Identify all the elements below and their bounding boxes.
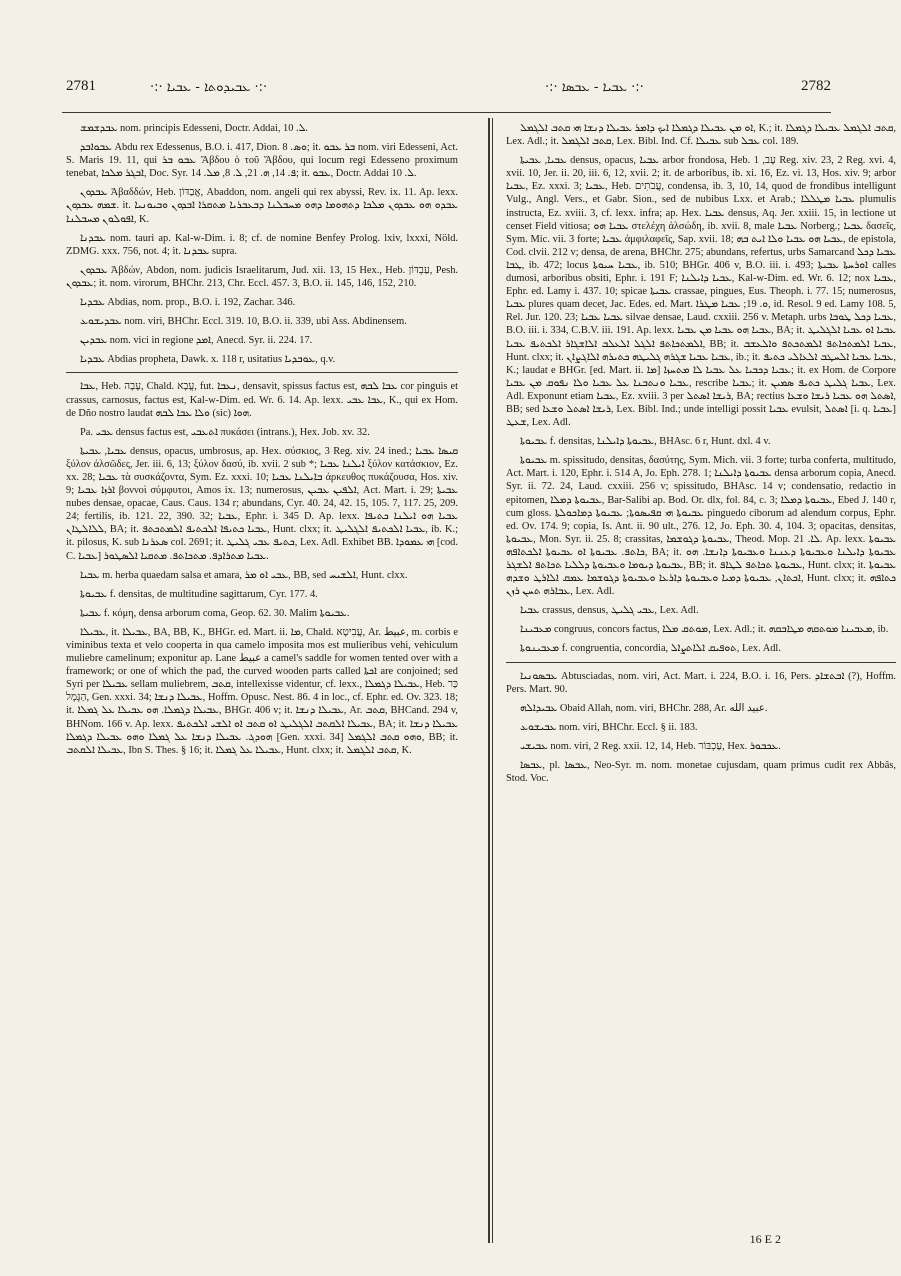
dictionary-entry: ܡܥܒܝܢܘܬܐ f. congruentia, concordia, ܬܘܦܝܩ ܐܠܐܬܨܐܠ, Lex. Adl.: [520, 643, 781, 655]
dictionary-entry: ܥܒܕܝܐ Abdias, nom. prop., B.O. i. 192, Zachar. 346.: [80, 297, 296, 309]
dictionary-entry: Pa. ܥܒܝ densus factus est, ܐܬܥܒܝ πυκάσει (intrans.), Hex. Job. xv. 32.: [80, 426, 370, 438]
dictionary-entry: ܥܒܐ, Heb. עָבָה, Chald. עֲבָא, fut. ܢܥܒܐ, densavit, spissus factus est, ܥܒܐ ܠܒܗ cor pinguis et crassus, carnosus, factus est, Kal-w-Dim. ed. Wr. 6. 14. Ap. lexx. ܥܒܐ ܥܒܝ, K., qui ex Hom. de Dño nostro laudat ܘܠܐ ܥܒܐ ܠܒܗ (sic) ܗܘܐ.: [66, 381, 458, 419]
dictionary-entry: ܥܒܝܫܘܥ nom. viri, BHChr. Eccl. § ii. 183.: [520, 721, 698, 733]
column-divider-inner: [492, 118, 493, 1243]
dictionary-entry: ܥܒܝܫܝ nom. viri, 2 Reg. xxii. 12, 14, Heb. עַכְבּוֹר, Hex. ܥܟܒܘܪ.: [520, 740, 781, 752]
dictionary-entry: ܥܒܝܬܐ f. κόμη, densa arborum coma, Geop. 62. 30. Malim ܥܒܝܘܬܐ.: [80, 607, 350, 619]
dictionary-entry: ܥܒܕܢܐ nom. tauri ap. Kal-w-Dim. i. 8; cf. de nomine Benfey Prolog. lxiv, lxxxi, Nöld. ZDMG. xxx. 756, not. 4; it. ܥܒܕܢܐ supra.: [66, 232, 458, 257]
dictionary-entry: ܥܒܕܫܡܫ nom. principis Edesseni, Doctr. Addai, ܠ. 10.: [80, 123, 308, 134]
dictionary-entry: ܐܘ ܡܢ ܥܒܝܠܐ ܕܓܡܠܐ ܐܝܟ ܕܐܡܪ ܥܒܝܠܐ ܕܢܫܐ ܗܝ ܩܬܒ ܐܠܓܡܠ, K.; it. ܩܬܒ ܐܠܓܡܠ ܥܒܝܠܐ ܕܓܡܠܐ, Lex. Adl.; it. ܩܬܒ ܐܠܓܡܠ, Lex. Bibl. Ind. Cf. ܥܒܝܠܐ sub ܥܒܠ col. 189.: [506, 123, 896, 148]
dictionary-entry: ܥܒܣܐ, pl. ܥܒܣܐ, Neo-Syr. m. nom. monetae cujusdam, quam primus cudit rex Abbâs, Stod. Voc.: [506, 760, 896, 785]
dictionary-entry: ܥܒܝܠܐ, it. ܥܒܝܠܐ, BA, BB, K., BHGr. ed. Mart. ii. ܡܐ, Chald. עֲבִיטָא, Ar. عبيط, m. corbis e viminibus texta et velo cooperta in qua camelo imposita mos est mulieribus vehi, vehiculum muliebre camelinum; exponitur ap. Lane عبيط a camel's saddle for women tented over with a framework; or one of which the pad, the curved wooden parts called ܐܟܬܐ are conjoined; sed Syri per ܥܒܝܠܐ sellam muliebrem, ܩܬܒ, intellexisse videntur, cf. lexx., ܥܒܝܠܐ ܕܓܡܠܐ, Heb. כַּר הַגָּמָל, Gen. xxxi. 34; ܥܒܝܠܐ ܕܢܫܐ, Hoffm. Opusc. Nest. 86. 4 in loc., cf. Ephr. ed. Ov. 323. 18; it. ܥܒܝܠܐ ܕܓܡܠܐ. ܗܘ ܥܒܝܠܐ ܥܠ ܓܡܠܐ, BHGr. 406 v; it. ܥܒܝܠܐ ܕܢܫܐ, Ar. ܩܬܒ, BHCand. 294 v, BHNom. 166 v. Ap. lexx. ܥܒܝܠܐ ܐܠܩܬܒ ܐܠܓܠܝܛ ܐܘ ܩܬܒ ܐܘ ܐܠܫܝ ܐܠܟܬܝܦ, BA; it. ܥܒܝܠܐ ܕܢܫܐ ܗܘܕܓ. ܥܒܝܠܐ ܕܢܫܐ ܥܠ ܓܡܠܐ ܘܗܘ ܥܒܝܠܐ ܕܓܡܠܐ [Gen. xxxi. 34] ܘܗܘ ܩܬܒ ܐܠܓܡܠ, BB; it. ܥܒܝܠܐ ܐܠܩܬܒ, Ibn S. Thes. § 16; it. ܥܒܝܠܐ ܥܠ ܓܡܠܐ, Hunt. clxx; it. ܩܬܒ ܐܠܓܡܠ, K.: [66, 626, 458, 756]
running-head-left: ·:· ܥܒܝܕܘܬܐ - ܥܒܝܐ ·:·: [150, 80, 268, 95]
dictionary-entry: ܥܒܣܘܢܝܐ Abtusciadas, nom. viri, Act. Mart. i. 224, B.O. i. 16, Pers. ܐܒܬܫܐܕ (?), Hoffm. Pers. Mart. 90.: [506, 670, 896, 695]
dictionary-entry: ܥܒܕܘܢ Ἀβδών, Abdon, nom. judicis Israelitarum, Jud. xii. 13, 15 Hex., Heb. עַבְדּוֹן, Pesh. ܥܒܕܘܢ; it. nom. virorum, BHChr. 213, Chr. Eccl. 457. 3, B.O. ii. 145, 146, 152, 210.: [66, 264, 458, 289]
dictionary-entry: ܥܒܝܐ, ܥܒܝܬܐ densus, opacus, umbrosus, ap. Hex. σύσκιος, 3 Reg. xiv. 24 ined.; ܩܝܣܐ ܥܒܝܐ ξύλον ἀλσῶδες, Jer. iii. 6, 13; ξύλον δασύ, ib. xvii. 2 sub *; ܐܝܠܢܐ ܥܒܝܐ ξύλον κατάσκιον, Ez. xx. 28; ܥܒܝܐ τὰ συσκάζοντα, Sym. Ez. xxxi. 10; ܒܐܝܠܢܐ ܥܒܝܐ ἀρκευθος πυκάζουσα, Hos. xiv. 9; ܐܪܙܐ ܥܒܝܐ βοννοὶ σύμφυτοι, Amos ix. 13; numerosus, ܐܠܦܝܢ ܥܒܝܢ, Act. Mart. i. 29; ܥܒܝܬܐ nubes densae, opacae, Caus. Caus. 134 r; abundans, Cyr. 40. 24, 42. 15, 105. 7, 117. 25, 209. 24; fertilis, ib. 121. 22, 390. 32; ܥܒܝܐ, Ephr. i. 345 D. Ap. lexx. ܥܒܝܐ ܗܘ ܐܝܠܢܐ ܟܬܝܦܐ ܠܠܐܠܛܐܢ, BA; it. ܥܒܝܐ ܟܬܝܦܐ ܐܠܟܬܝܦ ܐܠܡܬܟܬܦ, Hunt. clxx; it. ܥܒܝܐ ܐܠܟܬܝܦ ܐܠܓܠܝܛ, ib. K.; it. pilosus, K. sub ܣܥܪܢܐ col. 2691; it. ܟܬܝܦ ܥܒܝ ܓܠܝܛ, Lex. Adl. Exhibet BB. ܗܝ ܥܡܘܕܐ [cod. C. ܥܒܝܐ] ܥܒܝܐ ܡܬܪܐܕܦ. ܡܬܟܐܬܦ. ܡܬܩܝܐ ܐܠܣܛܘܪ.: [66, 445, 458, 562]
dictionary-entry: ܥܒܝܐ, ܥܒܝܬܐ densus, opacus, ܥܒܝܐ arbor frondosa, Heb. עָב, 1 Reg. xiv. 23, 2 Reg. xvi. 4, xvii. 10, Jer. ii. 20, iii. 6, 12, xvii. 2; it. de arboribus, ib. xi. 16, Ez. vi. 13, Hos. xiv. 9; arbor ܥܒܝܐ, Ez. xxxi. 3; ܥܒܝܐ, Heb. עֲבֹתִים, condensa, ib. 3, 10, 14, quod de frondibus intelligunt Vulg., Angl. Vers., et Gabr. Sion., sed de nubibus Lxx. et Arab.; ܥܒܝܐ ܡܛܠܠܐ plumulis instructa, Ez. xviii. 3, cf. lexx. infra; ap. Hex. ܥܒܝܐ densus, Aq. Jer. xxiii. 15, in lectione ut censet Field vitiosa; ܥܒܝܐ ܗܘ στελέχη ἀλσώδη, ib. xvii. 8, male ܥܒܝܐ Norberg.; ܥܒܝܐ δασεῖς, Sym. Mic. vii. 3 forte; ܥܒܝܐ ἀμφιλαφεῖς, Sap. xvii. 18; ܥܒܝܐ ܗܘ ܥܒܝܐ ܘܠܐ ܐܝܬ ܒܗ, de epistola, Cod. clvii. 212 v; densa, de arena, BHChr. 275; abundans, refertus, urbs Samarcand ܥܒܝܐ ܕܟܠ ܛܒܐ, ib. 472; locus ܥܒܝܐ ܚܝܘܬܐ, ib. 510; BHGr. 406 v, B.O. iii. i. 493; ܐܘܪܚܬܐ ܥܒܝܬܐ calles dumosi, arboribus obsiti, Ephr. i. 191 F; ܥܒܝܐ ܕܐܝܠܢܐ, Kal-w-Dim. ed. Wr. 6. 12; nox ܥܒܝܐ, Ephr. ed. Lamy i. 437. 10; spicae ܥܒܝܬܐ crassae, pingues, Eus. Theoph. i. 77. 15; numerosus, ܥܒܝܐ plures quam decet, Jac. Edes. ed. Mart. ܘ. 19; ܥܒܝܐ ܡܛܪܐ, id. Resol. 9 ed. Lamy 108. 5, Rel. Jur. 120. 23; ܥܒܝܐ ܥܒܝܐ silvae densae, Laud. cxxiii. 256 v. Metaph. urbs ܥܒܝܐ ܕܟܠ ܛܘܒܐ, B.O. iii. i. 334, C.B.V. iii. 191. Ap. lexx. ܥܒܝܐ ܗܘ ܥܒܝܐ ܡܢ ܥܒܝܐ, BA; it. ܥܒܝܐ ܐܘ ܥܒܝܐ ܐܠܓܠܝܛ ܐܠܡܬܟܐܬܦ ܐܠܓܠ ܐܠܥܠܒ ܐܠܐܫܓܐܪ ܐܠܟܬܝܦ ܥܒܝܐ, BB; it. ܥܒܝܐ ܐܠܡܬܟܐܬܦ ܐܠܡܬܟܬܦ ܘܐܠܥܫܒ, Hunt. clxx; it. ܥܒܝܐ ܥܒܝܐ ܫܓܪܗ ܓܠܝܛܗ ܟܬܝܪܗ ܐܠܐܓܨܐܢ, ib.; it. ܥܒܝܐ ܥܒܝܐ ܐܠܚܛܒ ܐܠܥܐܠܝ ܟܬܝܦ, K.; laudat e BHGr. [ed. Mart. ii. ܡܐ] ܥܒܝܐ ܕܟܒܝܐ ܥܠ ܥܒܝܐ ܠܐ ܡܬܚܙܐ; it. ex Hom. de Corpore ܥܒܝܐ ܘܢܬܒܢܐ ܥܠ ܥܒܝܐ ܘܠܐ ܢܦܘܩ ܡܢ ܥܒܝܐ, rescribe ܥܒܝܐ; it. ܥܒܝܐ ܓܠܝܛ ܟܬܝܦ ܣܡܝܢ, Lex. Adl. Exponunt etiam ܥܒܝܐ, Ez. xviii. 3 per ܪܝܫܐ ܐܣܬܠ, BA; rectius ܐܣܬܠ ܗܘ ܥܒܝܐ ܪܝܫܐ ܘܫܥܐ, BB; sed ܪܝܫܐ ܐܣܬܠ ܘܫܥܐ, Lex. Bibl. Ind.; unde intelligi possit ܥܒܝܐ evulsit, ܐܣܬܠ [i. q. ܥܒܝܐ] ܫܥܛ, Lex. Adl.: [506, 155, 896, 429]
page-number-left: 2781: [66, 78, 96, 94]
left-column: [66, 122, 458, 1242]
dictionary-entry: ܥܒܕܝܐ Abdias propheta, Dawk. x. 118 r, usitatius ܥܘܒܕܝܐ, q.v.: [80, 354, 336, 366]
dictionary-entry: ܥܒܝܘܬܐ m. spissitudo, densitas, δασύτης, Sym. Mich. vii. 3 forte; turba conferta, multitudo, Act. Mart. i. 120, Ephr. i. 514 A, Jo. Eph. 278. 1; ܥܒܝܘܬܐ ܕܐܝܠܢܐ densa arborum copia, Anecd. Syr. ii. 72. 24, Laud. cxxiii. 256 v; spissitudo, BHAsc. 14 v; condensatio, redactio in epitomen, ܥܒܝܘܬܐ ܕܡܠܐ, Bar-Salibi ap. Bod. Or. dlx, fol. 84, c. 3; ܥܒܝܘܬܐ ܕܡܠܐ, Ebed J. 140 r, cum gloss. ܥܒܝܘܬܐ ܗܝ ܩܦܝܣܘܬܐ; ܥܒܝܘܬܐ ܕܡܐܟܘܠܬܐ pinguedo ciborum ad alendum corpus, Ephr. ed. Ov. 174. 9; copia, Is. Ant. ii. 90 ult., 276. 12, Jo. Eph. 30. 4, 104. 3; opacitas, densitas, ܥܒܝܘܬܐ, Mon. Syr. ii. 25. 8; crassitas, ܥܒܝܘܬܐ ܕܓܘܫܡܐ, Theod. Mop. ܠܐ. 21. Ap. lexx. ܥܒܝܘܬܐ ܟܐܬܦ. ܥܒܝܘܬܐ ܐܘ ܥܒܝܘܬܐ ܐܠܟܬܐܦܗ, BA; it. ܥܒܝܘܬܐ ܕܐܝܠܢܐ ܘܥܒܝܘܬܐ ܕܥܢܢܐ ܘܥܒܝܘܬܐ ܕܐܢܫܐ. ܗܘ ܥܒܝܘܬܐ ܕܝܘܡܐ ܘܥܒܝܘܬܐ ܕܠܠܝܐ ܬܟܐܬܦ ܐܠܫܓܪ, BB; it. ܥܒܝܘܬܐ ܬܟܐܬܦ ܠܛܐܦ, Hunt. clxx; it. ܥܒܝܘܬܐ ܐܟܬܐܢ, ܥܒܝܘܬܐ ܕܡܝܐ ܘܥܒܝܘܬܐ ܕܐܪܥܐ ܘܥܒܝܘܬܐ ܕܓܘܫܡܐ ܥܡܩ ܐܠܐܪܛ ܘܫܕܗ, Hunt. clxx; it. ܟܬܐܦܗ ܥܒܐܪܗ ܬܚܢ ܪܙܢ, Lex. Adl.: [506, 455, 896, 598]
page-number-right: 2782: [801, 78, 831, 94]
dictionary-entry: ܡܥܒܝܢܐ congruus, concors factus, ܡܘܬܩ ܡܠܐ, Lex. Adl.; it. ܡܥܒܝܢܐ ܡܘܬܩܗ ܡܛܐܒܩܗ, ib.: [520, 624, 889, 636]
dictionary-entry: ܥܒܝܘܬܐ f. densitas, ܥܒܝܘܬܐ ܕܐܝܠܢܐ, BHAsc. 6 r, Hunt. dxl. 4 v.: [520, 436, 771, 448]
dictionary-entry: ܥܒܘܐܒܕ Abdu rex Edessenus, B.O. i. 417, Dion. ܘܣ. 8; it. ܒܪ ܥܒܘ nom. viri Edesseni, Act. S. Maris 19. 11, qui ܥܒܘ ܒܪ Ἄβδου ὁ τοῦ Ἄβδου, qui locum regi Edesseno proximum tenebat, ܐܒܓܪ ܡܠܟܐ, Doc. Syr. ܦ. 14, ܗ. 21, ܠ. 8, ܡܠ. 14; it. ܥܒܘ, Doctr. Addai ܠ. 10.: [66, 142, 458, 180]
column-divider: [488, 118, 490, 1243]
entry-separator: [66, 372, 458, 373]
right-column: [506, 122, 896, 1242]
dictionary-entry: ܥܒܕܘܢ Ἀβαδδών, Heb. אֲבַדּוֹן, Abaddon, nom. angeli qui rex abyssi, Rev. ix. 11. Ap. lexx. ܫܡܗ ܥܒܕܘܢ. it. ܥܒܕܘ ܗܘ ܥܒܕܘܢ ܡܠܟܐ ܕܬܗܘܡܐ ܕܗܘ ܡܚܒܠܢܐ ܕܒܥܒܪܝܐ ܡܬܩܪܐ ܐܒܕܘܢ ܘܒܝܘܢܝܐ ܐܦܘܠܘܢ ܡܚܒܠܢܐ, K.: [66, 187, 458, 225]
dictionary-entry: ܥܒܝܐ crassus, densus, ܥܒܝ ܓܠܝܛ, Lex. Adl.: [520, 605, 699, 617]
dictionary-entry: ܥܒܝܕܐܠܗ Obaid Allah, nom. viri, BHChr. 288, Ar. عبيد الله.: [520, 702, 768, 714]
running-head-right: ·:· ܥܒܝܐ - ܥܒܣܐ ·:·: [545, 80, 644, 95]
dictionary-entry: ܥܒܕܝܢ nom. vici in regione ܐܡܕ, Anecd. Syr. ii. 224. 17.: [80, 335, 313, 347]
signature-mark: 16 E 2: [749, 1232, 781, 1246]
entry-separator: [506, 662, 896, 663]
dictionary-entry: ܥܒܝܘܬܐ f. densitas, de multitudine sagittarum, Cyr. 177. 4.: [80, 588, 318, 600]
dictionary-entry: ܥܒܝܐ m. herba quaedam salsa et amara, ܥܒܝ ܐܘ ܡܪ, BB, sed ܐܠܫܝܚ, Hunt. clxx.: [80, 569, 408, 581]
header-rule: [62, 112, 831, 113]
dictionary-entry: ܥܒܕܝܫܘܥ nom. viri, BHChr. Eccl. 319. 10, B.O. ii. 339, ubi Ass. Abdinensem.: [80, 316, 407, 328]
